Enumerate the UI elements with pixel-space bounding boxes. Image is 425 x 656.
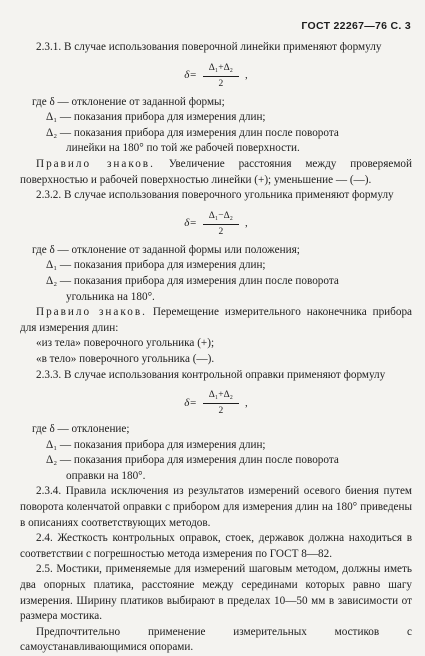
where-item: угольника на 180°. bbox=[66, 290, 155, 303]
rule-title: Правило знаков. bbox=[36, 157, 155, 170]
formula-tail: , bbox=[245, 396, 248, 409]
formula-lhs: δ= bbox=[184, 396, 197, 409]
where-item: где δ — отклонение; bbox=[32, 423, 130, 436]
where-list-3 bbox=[20, 422, 412, 484]
formula-numerator: Δ₁−Δ₂ bbox=[203, 210, 239, 225]
section-2-4: 2.4. Жесткость контрольных оправок, стоек, державок должна находиться в соответствии с погрешностью метода измерения по ГОСТ 8—82. bbox=[20, 532, 412, 560]
formula-1 bbox=[20, 62, 412, 91]
where-item: Δ₁ — показания прибора для измерения длин; bbox=[46, 111, 266, 124]
formula-numerator: Δ₁+Δ₂ bbox=[203, 62, 239, 77]
formula-denominator: 2 bbox=[218, 406, 224, 417]
rule-item: «в тело» поверочного угольника (—). bbox=[36, 352, 215, 365]
rule-1 bbox=[20, 157, 412, 188]
rule-item: «из тела» поверочного угольника (+); bbox=[36, 337, 215, 350]
formula-3 bbox=[20, 389, 412, 418]
where-item: Δ₂ — показания прибора для измерения длин после поворота bbox=[46, 454, 339, 467]
formula-fraction bbox=[203, 62, 239, 91]
where-item: линейки на 180° по той же рабочей поверхности. bbox=[66, 142, 300, 155]
formula-lhs: δ= bbox=[184, 217, 197, 230]
where-item: Δ₁ — показания прибора для измерения длин; bbox=[46, 438, 266, 451]
formula-tail: , bbox=[245, 69, 248, 82]
where-item: Δ₂ — показания прибора для измерения длин после поворота bbox=[46, 126, 339, 139]
document-body bbox=[20, 40, 412, 656]
where-list-2 bbox=[20, 243, 412, 305]
where-item: Δ₁ — показания прибора для измерения длин; bbox=[46, 259, 266, 272]
formula-tail: , bbox=[245, 217, 248, 230]
rule-text: Перемещение измерительного наконечника прибора для измерения длин: bbox=[20, 306, 412, 334]
section-2-3-2-text: 2.3.2. В случае использования поверочного угольника применяют формулу bbox=[36, 189, 394, 202]
formula-denominator: 2 bbox=[218, 226, 224, 237]
formula-2 bbox=[20, 210, 412, 239]
section-2-3-1-text: 2.3.1. В случае использования поверочной линейки применяют формулу bbox=[36, 41, 382, 53]
formula-fraction bbox=[203, 210, 239, 239]
where-list-1 bbox=[20, 95, 412, 157]
where-item: где δ — отклонение от заданной формы; bbox=[32, 95, 225, 108]
rule-title: Правило знаков. bbox=[36, 306, 147, 319]
page-header: ГОСТ 22267—76 С. 3 bbox=[301, 20, 411, 32]
where-item: оправки на 180°. bbox=[66, 469, 146, 482]
section-2-5: 2.5. Мостики, применяемые для измерений шаговым методом, должны иметь два опорных платика, расстояние между серединами которых равно шагу измерения. Ширину платиков выбирают в пределах 10—50 мм в зависимости от размера мостика. bbox=[20, 563, 412, 623]
formula-fraction bbox=[203, 389, 239, 418]
section-2-3-3-text: 2.3.3. В случае использования контрольной оправки применяют формулу bbox=[36, 368, 386, 381]
formula-lhs: δ= bbox=[184, 69, 197, 82]
section-2-3-4: 2.3.4. Правила исключения из результатов измерений осевого биения путем поворота коленчатой оправки с прибором для измерения длин на 180° приведены в описаниях соответствующих методов. bbox=[20, 485, 412, 529]
formula-numerator: Δ₁+Δ₂ bbox=[203, 389, 239, 404]
rule-2 bbox=[20, 305, 412, 336]
rule-text: Увеличение расстояния между проверяемой поверхностью и рабочей поверхностью линейки (+); уменьшение — (—). bbox=[20, 157, 413, 186]
where-item: где δ — отклонение от заданной формы или положения; bbox=[32, 243, 300, 256]
section-2-5-note: Предпочтительно применение измерительных мостиков с самоустанавливающимися опорами. bbox=[20, 625, 412, 654]
where-item: Δ₂ — показания прибора для измерения длин после поворота bbox=[46, 274, 339, 287]
formula-denominator: 2 bbox=[218, 78, 224, 89]
